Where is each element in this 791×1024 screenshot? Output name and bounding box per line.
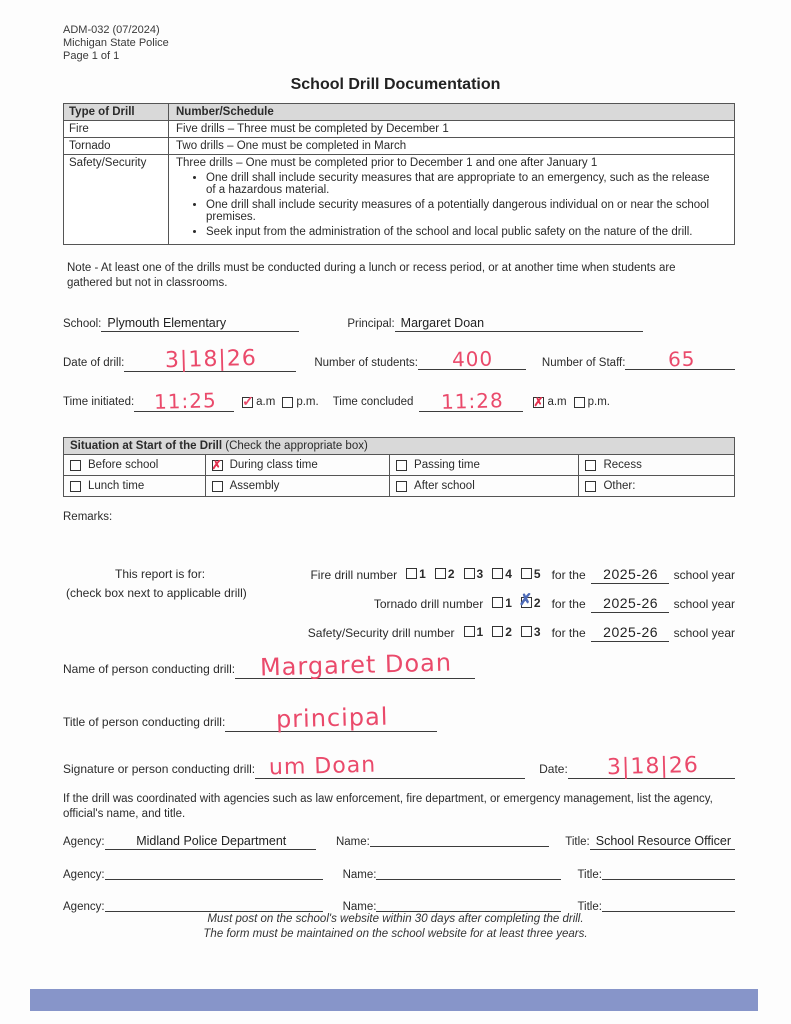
situation-header bbox=[64, 438, 734, 455]
time-initiated-pm-checkbox[interactable] bbox=[282, 397, 293, 408]
option-passing-time[interactable] bbox=[390, 455, 579, 475]
checkbox[interactable] bbox=[396, 460, 407, 471]
box-number: 1 bbox=[476, 624, 484, 639]
box-number: 1 bbox=[419, 566, 426, 581]
staff-value: 65 bbox=[667, 346, 696, 372]
students-label: Number of students: bbox=[314, 357, 418, 369]
note-text: Note - At least one of the drills must be conducted during a lunch or recess period, or at another time when students are gathered but not in classrooms. bbox=[67, 262, 676, 289]
safety-drill-1-checkbox[interactable] bbox=[464, 626, 475, 637]
tornado-year-field[interactable] bbox=[591, 595, 669, 613]
title-label: Title: bbox=[577, 901, 602, 913]
time-concluded-am-checkbox[interactable] bbox=[533, 397, 544, 408]
option-after-school[interactable] bbox=[390, 476, 579, 496]
box-number: 3 bbox=[533, 624, 541, 639]
conductor-title-field[interactable] bbox=[225, 702, 437, 734]
option-label: Lunch time bbox=[88, 480, 145, 492]
agency-row-1 bbox=[63, 834, 735, 850]
time-initiated-field[interactable] bbox=[134, 388, 234, 414]
agency-1-value: Midland Police Department bbox=[136, 834, 287, 848]
time-concluded-field[interactable] bbox=[419, 388, 523, 414]
report-for-line1: This report is for: bbox=[115, 567, 206, 581]
fire-drill-number-row bbox=[310, 566, 735, 584]
conductor-title-value: principal bbox=[275, 702, 389, 734]
remarks-row bbox=[63, 511, 735, 523]
pm-label: p.m. bbox=[296, 396, 319, 408]
agency-1-title-value: School Resource Officer bbox=[595, 834, 731, 848]
table-row bbox=[64, 137, 734, 154]
agency-2-name-field[interactable] bbox=[376, 878, 561, 880]
school-principal-row bbox=[63, 316, 735, 332]
date-of-drill-label: Date of drill: bbox=[63, 357, 125, 369]
situation-title: Situation at Start of the Drill bbox=[70, 440, 223, 452]
box-number: 2 bbox=[533, 595, 541, 610]
principal-value: Margaret Doan bbox=[400, 316, 485, 330]
am-label: a.m bbox=[547, 396, 567, 408]
checkbox[interactable] bbox=[585, 460, 596, 471]
col-header-schedule: Number/Schedule bbox=[176, 106, 274, 118]
checkbox[interactable] bbox=[396, 481, 407, 492]
option-assembly[interactable] bbox=[206, 476, 390, 496]
fire-drill-3-checkbox[interactable] bbox=[464, 568, 475, 579]
checkbox[interactable] bbox=[212, 460, 223, 471]
box-number: 1 bbox=[505, 595, 512, 610]
drill-table-header-row bbox=[64, 104, 734, 120]
box-number: 3 bbox=[476, 566, 484, 581]
time-concluded-value: 11:28 bbox=[440, 388, 505, 414]
bottom-bar bbox=[30, 989, 758, 1011]
staff-field[interactable] bbox=[625, 346, 735, 372]
form-title: School Drill Documentation bbox=[290, 76, 501, 93]
safety-drill-number-label: Safety/Security drill number bbox=[307, 626, 455, 640]
time-concluded-label: Time concluded bbox=[332, 396, 414, 408]
signature-label: Signature or person conducting drill: bbox=[63, 762, 256, 776]
name-label: Name: bbox=[342, 869, 377, 881]
drill-schedule-safety bbox=[169, 155, 734, 244]
fire-drill-4-checkbox[interactable] bbox=[492, 568, 503, 579]
principal-field[interactable] bbox=[395, 316, 643, 332]
signature-row bbox=[63, 752, 735, 781]
box-number: 2 bbox=[505, 624, 512, 639]
safety-drill-number-row bbox=[308, 624, 735, 642]
form-header bbox=[63, 24, 169, 63]
fire-drill-1-checkbox[interactable] bbox=[406, 568, 417, 579]
school-year-label: school year bbox=[673, 626, 735, 640]
name-label: Name: bbox=[342, 901, 377, 913]
agency-row-3 bbox=[63, 901, 735, 913]
conductor-name-field[interactable] bbox=[235, 648, 475, 682]
title-label: Title: bbox=[577, 869, 602, 881]
conductor-name-row bbox=[63, 648, 735, 682]
checkbox[interactable] bbox=[70, 481, 81, 492]
option-label: After school bbox=[414, 480, 475, 492]
situation-row-2 bbox=[64, 475, 734, 496]
drill-schedule-table bbox=[63, 103, 735, 245]
box-number: 5 bbox=[533, 566, 541, 581]
agency-1-title-field[interactable] bbox=[590, 834, 735, 850]
fire-drill-2-checkbox[interactable] bbox=[435, 568, 446, 579]
am-label: a.m bbox=[256, 396, 276, 408]
tornado-drill-2-checkbox[interactable] bbox=[521, 597, 532, 608]
option-other[interactable] bbox=[579, 476, 734, 496]
signature-value: um Doan bbox=[268, 752, 377, 781]
school-field[interactable] bbox=[101, 316, 299, 332]
staff-label: Number of Staff: bbox=[541, 357, 626, 369]
org-name: Michigan State Police bbox=[63, 37, 169, 49]
for-the-label: for the bbox=[551, 626, 586, 640]
pm-label: p.m. bbox=[587, 396, 611, 408]
agency-2-title-field[interactable] bbox=[602, 878, 735, 880]
time-concluded-pm-checkbox[interactable] bbox=[574, 397, 585, 408]
box-number: 4 bbox=[505, 566, 512, 581]
time-row bbox=[63, 388, 735, 414]
agency-1-field[interactable] bbox=[105, 834, 316, 850]
agency-3-title-field[interactable] bbox=[602, 910, 735, 912]
students-field[interactable] bbox=[418, 346, 526, 372]
signature-field[interactable] bbox=[255, 752, 525, 781]
tornado-drill-number-label: Tornado drill number bbox=[373, 597, 484, 611]
footer-line-1: Must post on the school's website within 30 days after completing the drill. bbox=[207, 913, 584, 925]
table-row bbox=[64, 154, 734, 244]
school-label: School: bbox=[63, 318, 102, 330]
tornado-year-value: 2025-26 bbox=[603, 595, 659, 611]
option-label: Assembly bbox=[229, 480, 280, 492]
agency-1-name-field[interactable] bbox=[370, 845, 549, 847]
students-value: 400 bbox=[452, 346, 494, 372]
footer-line-2: The form must be maintained on the school website for at least three years. bbox=[203, 928, 588, 940]
school-value: Plymouth Elementary bbox=[107, 316, 227, 330]
agency-label: Agency: bbox=[63, 901, 105, 913]
safety-bullet: • One drill shall include security measures that are appropriate to an emergency, such as the release of a hazardous material. bbox=[206, 172, 727, 196]
safety-year-field[interactable] bbox=[591, 624, 669, 642]
conductor-name-value: Margaret Doan bbox=[259, 648, 453, 682]
option-before-school[interactable] bbox=[64, 455, 206, 475]
drill-type-fire: Fire bbox=[64, 121, 169, 137]
safety-drill-2-checkbox[interactable] bbox=[492, 626, 503, 637]
signature-date-field[interactable] bbox=[568, 752, 735, 781]
option-lunch-time[interactable] bbox=[64, 476, 206, 496]
safety-year-value: 2025-26 bbox=[603, 624, 659, 640]
time-initiated-am-checkbox[interactable] bbox=[242, 397, 253, 408]
signature-date-value: 3|18|26 bbox=[606, 752, 699, 781]
agency-2-field[interactable] bbox=[105, 878, 323, 880]
signature-date-label: Date: bbox=[539, 762, 568, 776]
tornado-drill-number-row bbox=[374, 595, 735, 613]
fire-drill-5-checkbox[interactable] bbox=[521, 568, 532, 579]
situation-row-1 bbox=[64, 455, 734, 475]
option-recess[interactable] bbox=[579, 455, 734, 475]
tornado-drill-1-checkbox[interactable] bbox=[492, 597, 503, 608]
checkbox[interactable] bbox=[70, 460, 81, 471]
box-number: 2 bbox=[447, 566, 455, 581]
option-label: During class time bbox=[229, 459, 318, 471]
fire-year-value: 2025-26 bbox=[603, 566, 659, 582]
col-header-type: Type of Drill bbox=[64, 104, 169, 120]
option-during-class-time[interactable] bbox=[206, 455, 390, 475]
checkbox[interactable] bbox=[585, 481, 596, 492]
school-year-label: school year bbox=[673, 597, 735, 611]
date-of-drill-value: 3|18|26 bbox=[165, 345, 258, 374]
option-label: Before school bbox=[88, 459, 159, 471]
fire-year-field[interactable] bbox=[591, 566, 669, 584]
title-label: Title: bbox=[565, 836, 590, 848]
report-for-line2: (check box next to applicable drill) bbox=[66, 586, 247, 600]
form-number: ADM-032 (07/2024) bbox=[63, 24, 160, 36]
agency-3-field[interactable] bbox=[105, 910, 323, 912]
safety-drill-3-checkbox[interactable] bbox=[521, 626, 532, 637]
agency-label: Agency: bbox=[63, 869, 105, 881]
conductor-title-label: Title of person conducting drill: bbox=[63, 715, 226, 729]
for-the-label: for the bbox=[551, 597, 586, 611]
fire-drill-number-label: Fire drill number bbox=[310, 568, 398, 582]
situation-subtitle: (Check the appropriate box) bbox=[222, 440, 368, 452]
time-initiated-label: Time initiated: bbox=[63, 396, 135, 408]
drill-type-safety: Safety/Security bbox=[64, 155, 169, 244]
remarks-label: Remarks: bbox=[63, 511, 113, 523]
option-label: Recess bbox=[603, 459, 642, 471]
agency-label: Agency: bbox=[63, 836, 105, 848]
situation-table bbox=[63, 437, 735, 497]
drill-schedule-fire: Five drills – Three must be completed by December 1 bbox=[176, 123, 449, 135]
option-label: Passing time bbox=[414, 459, 480, 471]
option-label: Other: bbox=[603, 480, 636, 492]
date-of-drill-field[interactable] bbox=[124, 345, 296, 374]
school-year-label: school year bbox=[673, 568, 735, 582]
name-label: Name: bbox=[335, 836, 370, 848]
safety-bullet-list bbox=[176, 172, 727, 238]
principal-label: Principal: bbox=[347, 318, 395, 330]
conductor-name-label: Name of person conducting drill: bbox=[63, 662, 236, 676]
date-counts-row bbox=[63, 345, 735, 374]
drill-type-tornado: Tornado bbox=[64, 138, 169, 154]
safety-bullet: • Seek input from the administration of the school and local public safety on the nature of the drill. bbox=[206, 226, 727, 238]
for-the-label: for the bbox=[551, 568, 586, 582]
safety-bullet: • One drill shall include security measures of a potentially dangerous individual on or near the school premises. bbox=[206, 199, 727, 223]
time-initiated-value: 11:25 bbox=[153, 388, 217, 414]
page-indicator: Page 1 of 1 bbox=[63, 50, 120, 62]
table-row bbox=[64, 120, 734, 137]
agency-row-2 bbox=[63, 869, 735, 881]
safety-schedule-text: Three drills – One must be completed prior to December 1 and one after January 1 bbox=[176, 157, 598, 169]
conductor-title-row bbox=[63, 702, 735, 734]
agency-3-name-field[interactable] bbox=[376, 910, 561, 912]
checkbox[interactable] bbox=[212, 481, 223, 492]
drill-schedule-tornado: Two drills – One must be completed in March bbox=[176, 140, 407, 152]
agency-intro-text: If the drill was coordinated with agencies such as law enforcement, fire department, or emergency management, list the agency, official's name, and title. bbox=[63, 793, 713, 820]
